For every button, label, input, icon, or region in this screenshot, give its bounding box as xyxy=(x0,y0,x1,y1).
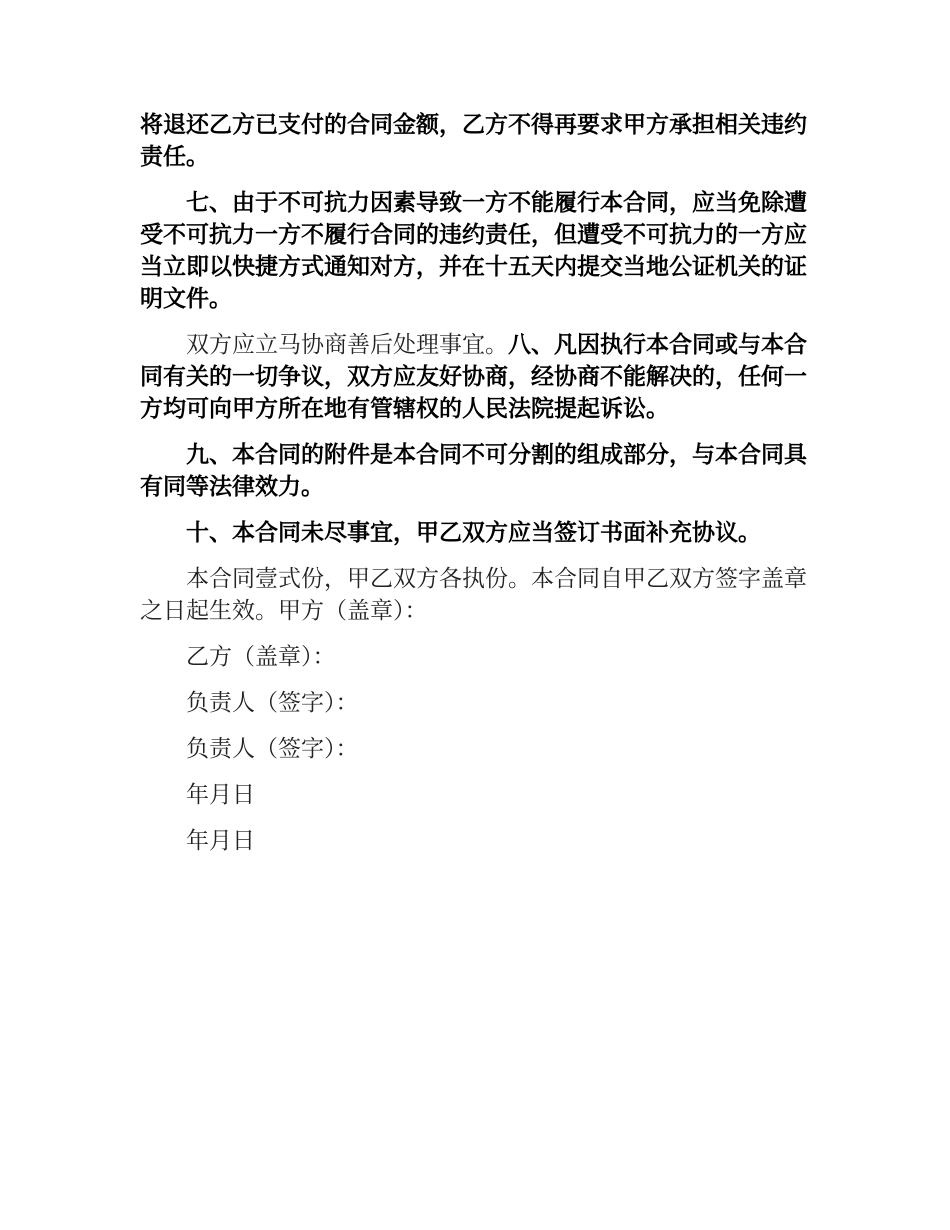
responsible-person-b-label: 负责人（签字）： xyxy=(186,736,359,762)
party-b-seal-label: 乙方（盖章）： xyxy=(186,644,336,670)
signature-party-b-seal xyxy=(140,641,812,673)
paragraph-effective-date xyxy=(140,563,812,627)
negotiation-text: 双方应立马协商善后处理事宜。 xyxy=(186,332,508,358)
date-a-label: 年月日 xyxy=(186,782,255,808)
paragraph-refund-clause xyxy=(140,109,812,173)
signature-responsible-person-b xyxy=(140,733,812,765)
clause-8-text: 八、凡因执行本合同或与本合同有关的一切争议，双方应友好协商，经协商不能解决的，任何一方均可向甲方所在地有管辖权的人民法院提起诉讼。 xyxy=(140,332,807,422)
paragraph-clause-7 xyxy=(140,187,812,315)
date-line-b xyxy=(140,825,812,857)
paragraph-clause-10 xyxy=(140,517,812,549)
refund-clause-text: 将退还乙方已支付的合同金额，乙方不得再要求甲方承担相关违约责任。 xyxy=(140,112,807,170)
clause-7-text: 七、由于不可抗力因素导致一方不能履行本合同，应当免除遭受不可抗力一方不履行合同的违约责任，但遭受不可抗力的一方应当立即以快捷方式通知对方，并在十五天内提交当地公证机关的证明文件。 xyxy=(140,190,807,312)
date-line-a xyxy=(140,779,812,811)
paragraph-clause-8 xyxy=(140,329,812,425)
clause-9-text: 九、本合同的附件是本合同不可分割的组成部分，与本合同具有同等法律效力。 xyxy=(140,442,807,500)
signature-responsible-person-a xyxy=(140,687,812,719)
responsible-person-a-label: 负责人（签字）： xyxy=(186,690,359,716)
effective-date-text: 本合同壹式份，甲乙双方各执份。本合同自甲乙双方签字盖章之日起生效。甲方（盖章）： xyxy=(140,566,807,624)
document-page xyxy=(140,109,812,871)
clause-10-text: 十、本合同未尽事宜，甲乙双方应当签订书面补充协议。 xyxy=(186,520,761,546)
date-b-label: 年月日 xyxy=(186,828,255,854)
paragraph-clause-9 xyxy=(140,439,812,503)
